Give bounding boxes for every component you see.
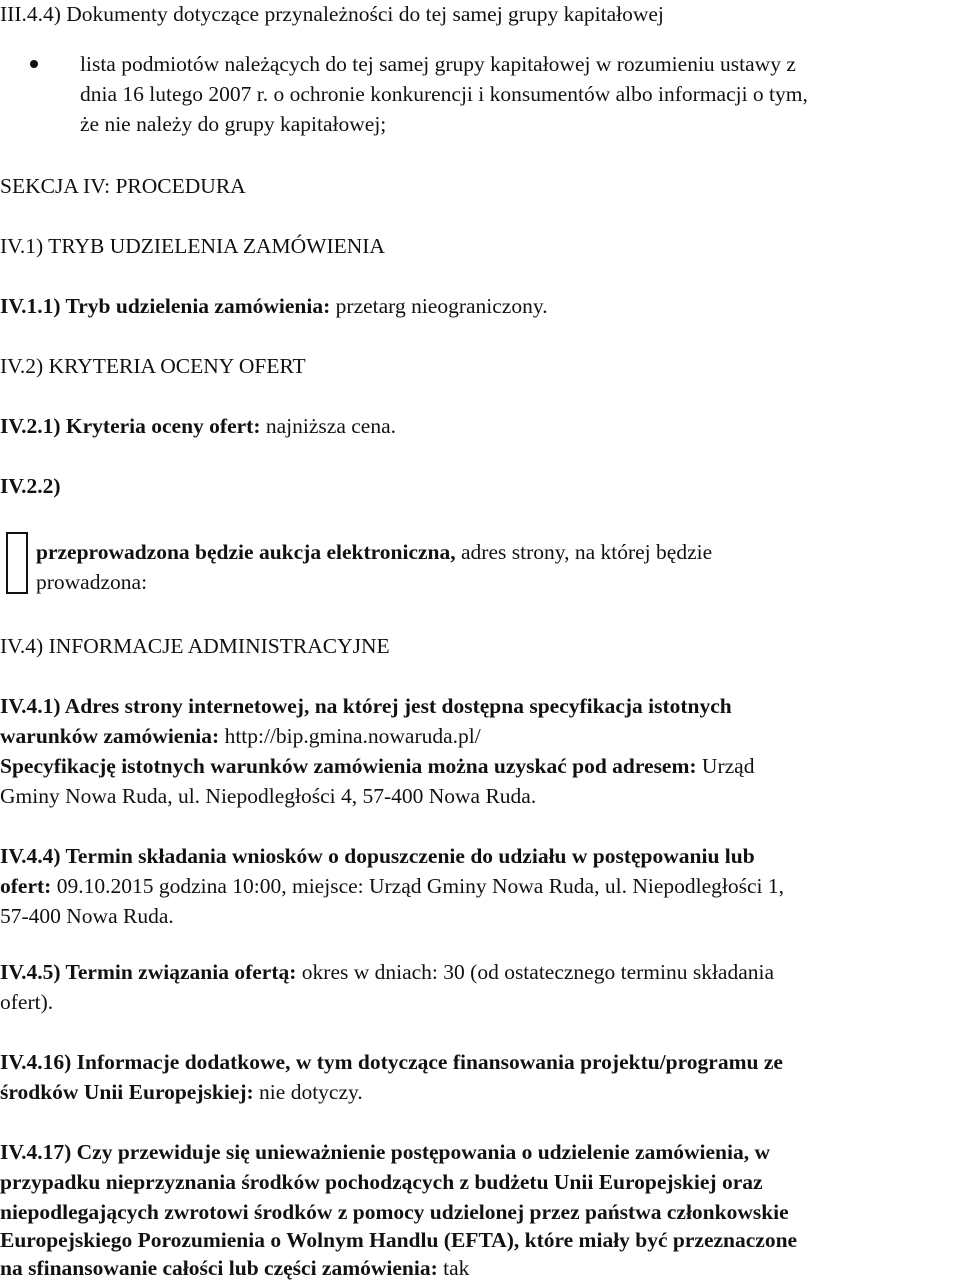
iv-4-5-value: okres w dniach: 30 (od ostatecznego terminu składania [301,960,775,984]
iv-4-4-label-2: ofert: [0,874,52,898]
iv-4-4-value-2: 09.10.2015 godzina 10:00, miejsce: Urząd Gminy Nowa Ruda, ul. Niepodległości 1, [56,874,784,898]
auction-line-1 [36,538,712,566]
iv-4-17-line-4: Europejskiego Porozumienia o Wolnym Handlu (EFTA), które miały być przeznaczone [0,1228,798,1252]
iv-4-16-line-1: IV.4.16) Informacje dodatkowe, w tym dotyczące finansowania projektu/programu ze [0,1050,783,1074]
auction-line-2: prowadzona: [36,570,148,594]
iv-4-4-line-1: IV.4.4) Termin składania wniosków o dopuszczenie do udziału w postępowaniu lub [0,844,755,868]
iv-1-1-label: IV.1.1) Tryb udzielenia zamówienia: [0,294,331,318]
iv-4-1-url[interactable]: http://bip.gmina.nowaruda.pl/ [224,724,481,748]
iv-4-17-line-2: przypadku nieprzyznania środków pochodzących z budżetu Unii Europejskiej oraz [0,1170,763,1194]
bullet-text-line-3: że nie należy do grupy kapitałowej; [80,112,387,136]
bullet-icon [30,60,38,68]
iv-4-16-value-2: nie dotyczy. [259,1080,363,1104]
iv-4-1-label-2: warunków zamówienia: [0,724,220,748]
heading-iii-4-4: III.4.4) Dokumenty dotyczące przynależności do tej samej grupy kapitałowej [0,2,664,26]
heading-iv-2: IV.2) KRYTERIA OCENY OFERT [0,354,306,378]
iv-4-1-line-4: Gminy Nowa Ruda, ul. Niepodległości 4, 57-400 Nowa Ruda. [0,784,537,808]
iv-4-1-label-3: Specyfikację istotnych warunków zamówienia można uzyskać pod adresem: [0,754,697,778]
iv-4-1-line-1: IV.4.1) Adres strony internetowej, na której jest dostępna specyfikacja istotnych [0,694,732,718]
auction-text: adres strony, na której będzie [461,540,713,564]
iv-2-1-value: najniższa cena. [265,414,396,438]
bullet-text-line-1: lista podmiotów należących do tej samej grupy kapitałowej w rozumieniu ustawy z [80,52,796,76]
iv-4-5-line-1 [0,958,774,986]
iv-4-17-line-3: niepodlegających zwrotowi środków z pomocy udzielonej przez państwa członkowskie [0,1200,789,1224]
iv-4-4-line-2 [0,872,784,900]
auction-label: przeprowadzona będzie aukcja elektroniczna, [36,540,456,564]
iv-1-1-value: przetarg nieograniczony. [335,294,548,318]
iv-2-2-label: IV.2.2) [0,474,61,498]
iv-2-1-label: IV.2.1) Kryteria oceny ofert: [0,414,261,438]
iv-4-4-line-3: 57-400 Nowa Ruda. [0,904,174,928]
iv-4-1-value-3: Urząd [701,754,755,778]
iv-4-17-line-1: IV.4.17) Czy przewiduje się unieważnienie postępowania o udzielenie zamówienia, w [0,1140,770,1164]
iv-4-17-value-5: tak [443,1256,470,1280]
iv-1-1-line [0,292,548,320]
section-iv-title: SEKCJA IV: PROCEDURA [0,174,246,198]
iv-4-5-label: IV.4.5) Termin związania ofertą: [0,960,297,984]
iv-4-5-line-2: ofert). [0,990,54,1014]
bullet-text-line-2: dnia 16 lutego 2007 r. o ochronie konkurencji i konsumentów albo informacji o tym, [80,82,808,106]
heading-iv-4: IV.4) INFORMACJE ADMINISTRACYJNE [0,634,390,658]
iv-4-17-line-5 [0,1254,469,1282]
iv-2-1-line [0,412,396,440]
iv-4-1-line-2 [0,722,481,750]
iv-4-1-line-3 [0,752,754,780]
iv-4-16-label-2: środków Unii Europejskiej: [0,1080,254,1104]
iv-4-17-label-5: na sfinansowanie całości lub części zamówienia: [0,1256,438,1280]
auction-checkbox[interactable] [6,532,28,594]
heading-iv-1: IV.1) TRYB UDZIELENIA ZAMÓWIENIA [0,234,385,258]
iv-4-16-line-2 [0,1078,363,1106]
